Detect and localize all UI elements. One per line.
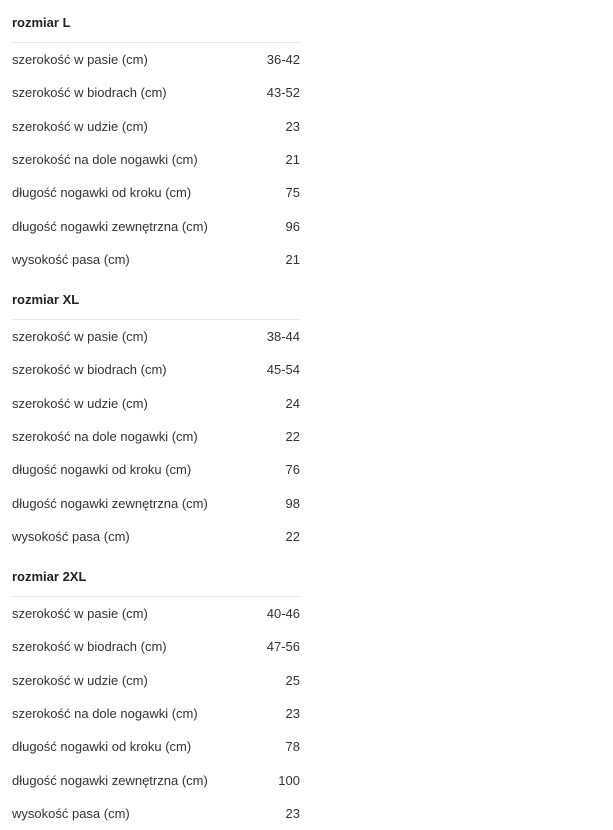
row-label: szerokość w pasie (cm) [12, 52, 148, 68]
row-label: długość nogawki od kroku (cm) [12, 185, 192, 201]
table-row [12, 320, 300, 353]
row-value: 75 [285, 185, 300, 201]
table-row [12, 143, 300, 176]
row-value: 22 [285, 528, 300, 544]
table-row [12, 43, 300, 76]
table-row [12, 630, 300, 663]
row-value: 96 [285, 218, 300, 234]
row-label: długość nogawki zewnętrzna (cm) [12, 495, 208, 511]
table-row [12, 697, 300, 730]
row-label: szerokość w udzie (cm) [12, 395, 148, 411]
row-label: szerokość w pasie (cm) [12, 606, 148, 622]
table-row [12, 486, 300, 519]
table-row [12, 243, 300, 276]
size-section-2xl [12, 567, 300, 830]
row-label: wysokość pasa (cm) [12, 805, 130, 821]
table-row [12, 387, 300, 420]
row-label: szerokość w biodrach (cm) [12, 85, 167, 101]
row-value: 43-52 [266, 85, 300, 101]
row-value: 45-54 [266, 362, 300, 378]
row-label: szerokość na dole nogawki (cm) [12, 429, 198, 445]
size-section-xl [12, 290, 300, 553]
table-row [12, 520, 300, 553]
row-label: szerokość na dole nogawki (cm) [12, 706, 198, 722]
table-row [12, 353, 300, 386]
table-row [12, 110, 300, 143]
row-label: wysokość pasa (cm) [12, 251, 130, 267]
size-title: rozmiar L [12, 13, 300, 43]
row-label: szerokość na dole nogawki (cm) [12, 152, 198, 168]
size-title: rozmiar XL [12, 290, 300, 320]
row-value: 98 [285, 495, 300, 511]
row-value: 36-42 [266, 52, 300, 68]
row-value: 24 [285, 395, 300, 411]
row-label: szerokość w udzie (cm) [12, 118, 148, 134]
table-row [12, 176, 300, 209]
row-value: 21 [285, 251, 300, 267]
row-value: 78 [285, 739, 300, 755]
size-title: rozmiar 2XL [12, 567, 300, 597]
row-label: szerokość w biodrach (cm) [12, 639, 167, 655]
table-row [12, 76, 300, 109]
row-value: 22 [285, 429, 300, 445]
table-row [12, 453, 300, 486]
size-section-l [12, 13, 300, 276]
row-label: szerokość w udzie (cm) [12, 672, 148, 688]
table-row [12, 763, 300, 796]
row-label: długość nogawki od kroku (cm) [12, 462, 192, 478]
row-value: 25 [285, 672, 300, 688]
row-value: 38-44 [266, 329, 300, 345]
table-row [12, 730, 300, 763]
row-value: 40-46 [266, 606, 300, 622]
row-value: 23 [285, 118, 300, 134]
table-row [12, 420, 300, 453]
row-value: 47-56 [266, 639, 300, 655]
row-label: szerokość w biodrach (cm) [12, 362, 167, 378]
row-value: 21 [285, 152, 300, 168]
table-row [12, 664, 300, 697]
row-value: 76 [285, 462, 300, 478]
row-value: 23 [285, 805, 300, 821]
table-row [12, 209, 300, 242]
row-label: wysokość pasa (cm) [12, 528, 130, 544]
row-value: 100 [278, 772, 300, 788]
row-label: szerokość w pasie (cm) [12, 329, 148, 345]
row-label: długość nogawki zewnętrzna (cm) [12, 218, 208, 234]
row-value: 23 [285, 706, 300, 722]
row-label: długość nogawki od kroku (cm) [12, 739, 192, 755]
table-row [12, 597, 300, 630]
row-label: długość nogawki zewnętrzna (cm) [12, 772, 208, 788]
table-row [12, 797, 300, 830]
